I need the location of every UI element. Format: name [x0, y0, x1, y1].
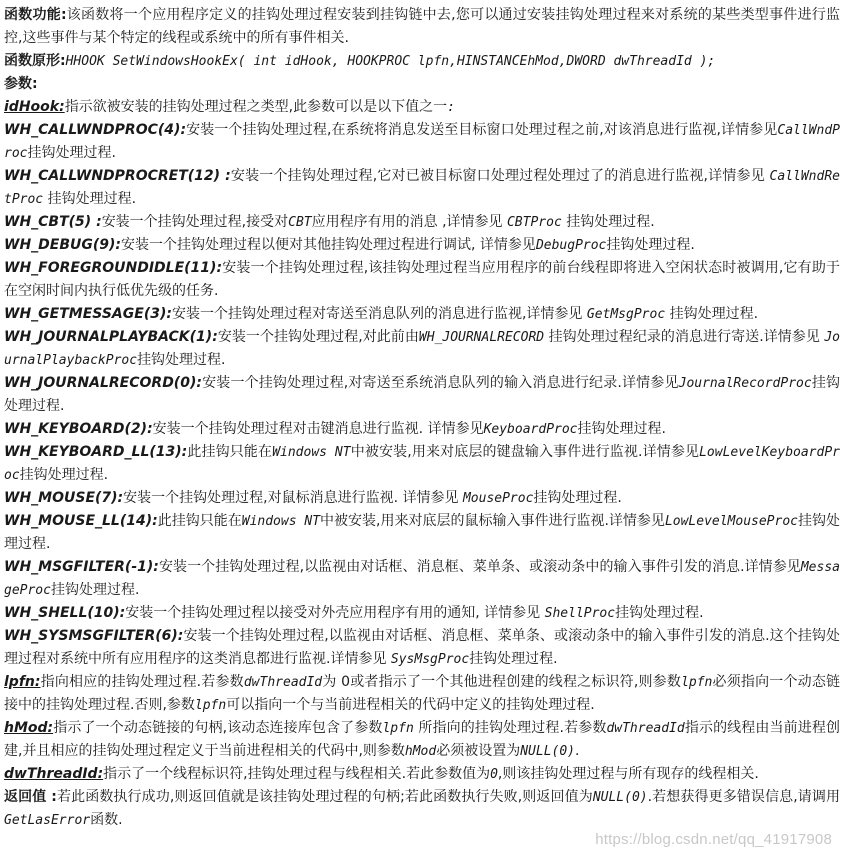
param-lpfn-name: lpfn:: [4, 674, 41, 690]
hook-item-text: 安装一个挂钩处理过程,该挂钩处理过程当应用程序的前台线程即将进入空闲状态时被调用,它有助于在空闲时间内执行低优先级的任务.: [4, 260, 840, 299]
hook-item-text: 挂钩处理过程.: [469, 651, 558, 667]
hook-item-sep: :: [115, 237, 122, 253]
hook-item-ref: ShellProc: [544, 606, 616, 621]
hook-item-sep: :: [212, 329, 218, 345]
param-hmod-ref: hMod: [404, 744, 437, 759]
return-value-ref: NULL(0): [592, 790, 648, 805]
hook-item: [4, 602, 840, 625]
param-hmod-ref: dwThreadId: [606, 721, 685, 736]
hook-item-sep: :: [180, 122, 187, 138]
hook-item-ref: DebugProc: [535, 238, 607, 253]
hook-item-text: 安装一个挂钩处理过程,以监视由对话框、消息框、菜单条、或滚动条中的输入事件引发的消息.这个挂钩处理过程对系统中所有应用程序的这类消息都进行监视.详情参见: [4, 628, 840, 667]
param-hmod-name: hMod:: [4, 720, 54, 736]
param-lpfn-ref: lpfn: [681, 675, 713, 690]
hook-item-text: 安装一个挂钩处理过程,对鼠标消息进行监视. 详情参见: [123, 490, 463, 506]
hook-item-name: WH_MOUSE(7): [4, 490, 118, 506]
hook-item-name: WH_GETMESSAGE(3): [4, 306, 167, 322]
hook-item-ref: Windows NT: [272, 445, 351, 460]
hook-item-name: WH_SYSMSGFILTER(6): [4, 628, 178, 644]
hook-item-text: 安装一个挂钩处理过程,它对已被目标窗口处理过程处理过了的消息进行监视,详情参见: [230, 168, 770, 184]
param-hmod-text: 指示了一个动态链接的句柄,该动态连接库包含了参数: [53, 720, 383, 736]
hook-item: [4, 510, 840, 556]
hook-item-ref: CBTProc: [506, 215, 562, 230]
param-dwthreadid-ref: 0: [490, 767, 498, 782]
hook-item-text: 中被安装,用来对底层的鼠标输入事件进行监视.详情参见: [320, 513, 665, 529]
hook-item-sep: :: [117, 490, 124, 506]
parameters-heading: 参数:: [4, 76, 38, 92]
param-idhook-name: idHook:: [4, 99, 65, 115]
hook-item: [4, 487, 840, 510]
hook-item-ref: CBT: [288, 215, 312, 230]
hook-item-text: 安装一个挂钩处理过程以便对其他挂钩处理过程进行调试, 详情参见: [121, 237, 536, 253]
hook-item-name: WH_FOREGROUNDIDLE(11): [4, 260, 217, 276]
hook-item-ref: LowLevelMouseProc: [664, 514, 798, 529]
hook-item-sep: :: [147, 421, 153, 437]
hook-item-ref: GetMsgProc: [586, 307, 666, 322]
return-value-text: .若想获得更多错误信息,请调用: [647, 789, 840, 805]
hook-item-text: 挂钩处理过程.: [4, 375, 841, 414]
param-hmod-text: 必须被设置为: [436, 743, 521, 759]
hook-item-sep: :: [153, 559, 159, 575]
watermark-url: https://blog.csdn.net/qq_41917908: [595, 831, 832, 848]
param-lpfn-text: 必须指向一个动态链接中的挂钩处理过程.否则,参数: [4, 674, 841, 713]
return-value: [4, 786, 840, 832]
hook-item: [4, 625, 840, 671]
hook-item-sep: :: [177, 628, 184, 644]
param-dwthreadid-text: 指示了一个线程标识符,挂钩处理过程与线程相关.若此参数值为: [103, 766, 491, 782]
hook-item-ref: JournalRecordProc: [678, 376, 812, 391]
param-idhook-text: 指示欲被安装的挂钩处理过程之类型,此参数可以是以下值之一: [64, 99, 448, 115]
hook-item-sep: :: [152, 513, 158, 529]
hook-item-text: 安装一个挂钩处理过程对寄送至消息队列的消息进行监视,详情参见: [171, 306, 587, 322]
return-value-text: 函数.: [90, 812, 123, 828]
hook-item-name: WH_DEBUG(9): [4, 237, 116, 253]
hook-item-text: 安装一个挂钩处理过程以接受对外壳应用程序有用的通知, 详情参见: [125, 605, 545, 621]
hook-item-text: 安装一个挂钩处理过程对击键消息进行监视. 详情参见: [152, 421, 484, 437]
hook-item-text: 挂钩处理过程纪录的消息进行寄送.详情参见: [544, 329, 825, 345]
param-lpfn-ref: dwThreadId: [243, 675, 323, 690]
hook-item-text: 安装一个挂钩处理过程,对寄送至系统消息队列的输入消息进行纪录.详情参见: [201, 375, 679, 391]
param-lpfn-text: 可以指向一个与当前进程相关的代码中定义的挂钩处理过程.: [226, 697, 595, 713]
hook-item-sep: :: [96, 214, 102, 230]
hook-item-ref: JournalPlaybackProc: [4, 330, 840, 368]
hook-item-sep: :: [196, 375, 202, 391]
param-lpfn-text: 为 0或者指示了一个其他进程创建的线程之标识符,则参数: [322, 674, 682, 690]
hook-item: [4, 418, 840, 441]
hook-item-name: WH_MSGFILTER(-1): [4, 559, 154, 575]
hook-item-name: WH_MOUSE_LL(14): [4, 513, 153, 529]
hook-item-text: 挂钩处理过程.: [665, 306, 759, 322]
function-description: [4, 4, 840, 50]
hook-item: [4, 211, 840, 234]
hook-item: [4, 119, 840, 165]
param-idhook: [4, 96, 840, 119]
hook-item-text: 中被安装,用来对底层的键盘输入事件进行监视.详情参见: [350, 444, 700, 460]
hook-item-sep: :: [225, 168, 231, 184]
hook-item-text: 此挂钩只能在: [187, 444, 273, 460]
hook-item: [4, 303, 840, 326]
hook-item-text: 挂钩处理过程.: [137, 352, 226, 368]
param-idhook-colon: :: [447, 100, 455, 115]
hook-item-text: 安装一个挂钩处理过程,在系统将消息发送至目标窗口处理过程之前,对该消息进行监视,详情参见: [186, 122, 778, 138]
param-hmod-text: .: [575, 743, 580, 759]
hook-item-name: WH_KEYBOARD_LL(13): [4, 444, 182, 460]
hook-item-text: 应用程序有用的消息 ,详情参见: [311, 214, 507, 230]
function-prototype-code: HHOOK SetWindowsHookEx( int idHook, HOOKPROC lpfn,HINSTANCEhMod,DWORD dwThreadId );: [65, 54, 716, 69]
hook-item-name: WH_CALLWNDPROC(4): [4, 122, 181, 138]
hook-item-text: 挂钩处理过程.: [50, 582, 140, 598]
hook-item-text: 挂钩处理过程.: [533, 490, 622, 506]
hook-item-sep: :: [166, 306, 172, 322]
param-hmod-ref: NULL(0): [520, 744, 576, 759]
hook-item-text: 安装一个挂钩处理过程,接受对: [101, 214, 289, 230]
hook-item-text: 挂钩处理过程.: [27, 145, 116, 161]
hook-item-ref: CallWndRetProc: [4, 169, 840, 207]
hook-item-ref: MouseProc: [462, 491, 534, 506]
return-value-text: 若此函数执行成功,则返回值就是该挂钩处理过程的句柄;若此函数执行失败,则返回值为: [56, 789, 593, 805]
hook-item-name: WH_JOURNALPLAYBACK(1): [4, 329, 213, 345]
hook-item-name: WH_KEYBOARD(2): [4, 421, 148, 437]
hook-item-text: 安装一个挂钩处理过程,对此前由: [217, 329, 419, 345]
hook-item: [4, 441, 840, 487]
hook-item-ref: MessageProc: [4, 560, 840, 598]
hook-item-ref: CallWndProc: [4, 123, 840, 161]
param-hmod-ref: lpfn: [382, 721, 414, 736]
return-value-ref: GetLasError: [4, 813, 91, 828]
hook-item-text: 挂钩处理过程.: [4, 513, 840, 552]
hook-item-text: 挂钩处理过程.: [615, 605, 704, 621]
param-lpfn-ref: lpfn: [194, 698, 227, 713]
hook-item: [4, 372, 840, 418]
hook-item: [4, 556, 840, 602]
hook-item: [4, 165, 840, 211]
param-lpfn-text: 指向相应的挂钩处理过程.若参数: [40, 674, 244, 690]
function-description-text: 该函数将一个应用程序定义的挂钩处理过程安装到挂钩链中去,您可以通过安装挂钩处理过程来对系统的某些类型事件进行监控,这些事件与某个特定的线程或系统中的所有事件相关.: [4, 7, 840, 46]
hook-item-ref: KeyboardProc: [483, 422, 578, 437]
hook-item-ref: WH_JOURNALRECORD: [418, 330, 545, 345]
hook-item-name: WH_CBT(5): [4, 214, 97, 230]
hook-item-ref: Windows NT: [241, 514, 321, 529]
hook-item-text: 挂钩处理过程.: [606, 237, 695, 253]
hook-item-ref: LowLevelKeyboardProc: [4, 445, 840, 483]
hook-item-name: WH_SHELL(10): [4, 605, 120, 621]
function-prototype-label: 函数原形:: [4, 53, 66, 69]
hook-item-sep: :: [119, 605, 126, 621]
hook-item: [4, 326, 840, 372]
hook-item-text: 挂钩处理过程.: [19, 467, 109, 483]
function-description-label: 函数功能:: [4, 7, 67, 23]
param-dwthreadid-name: dwThreadId:: [4, 766, 104, 782]
hook-item-name: WH_JOURNALRECORD(0): [4, 375, 197, 391]
param-hmod-text: 指示的线程由当前进程创建,并且相应的挂钩处理过程定义于当前进程相关的代码中,则参数: [4, 720, 840, 759]
hook-item-text: 挂钩处理过程.: [43, 191, 137, 207]
hook-item: [4, 234, 840, 257]
param-dwthreadid: [4, 763, 840, 786]
document-body: [4, 4, 840, 832]
param-dwthreadid-text: ,则该挂钩处理过程与所有现存的线程相关.: [497, 766, 759, 782]
hook-item-text: 安装一个挂钩处理过程,以监视由对话框、消息框、菜单条、或滚动条中的输入事件引发的消息.详情参见: [158, 559, 801, 575]
hook-item-ref: SysMsgProc: [390, 652, 470, 667]
return-value-label: 返回值 :: [4, 789, 57, 805]
hook-item-name: WH_CALLWNDPROCRET(12): [4, 168, 226, 184]
param-hmod: [4, 717, 840, 763]
hook-item-sep: :: [181, 444, 188, 460]
hook-item-sep: :: [216, 260, 223, 276]
param-hmod-text: 所指向的挂钩处理过程.若参数: [413, 720, 607, 736]
hook-item-text: 挂钩处理过程.: [561, 214, 655, 230]
hook-item-text: 此挂钩只能在: [157, 513, 242, 529]
function-prototype: [4, 50, 840, 73]
hook-item-text: 挂钩处理过程.: [577, 421, 666, 437]
param-lpfn: [4, 671, 840, 717]
hook-item: [4, 257, 840, 303]
